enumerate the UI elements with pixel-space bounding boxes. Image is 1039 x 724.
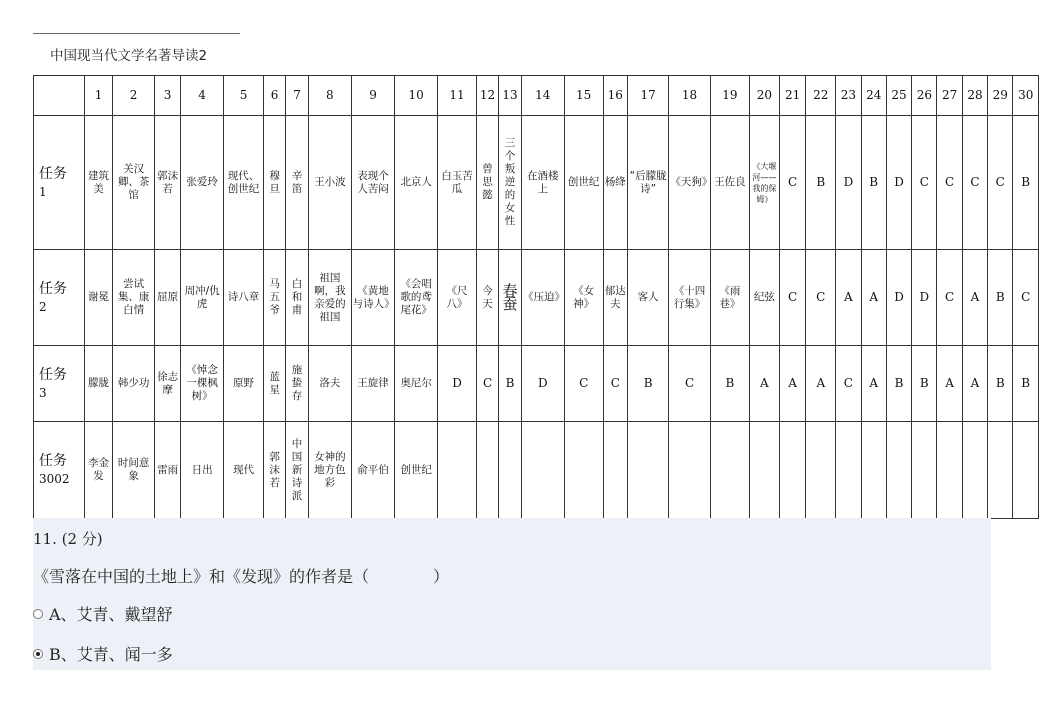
table-row [34,422,1039,519]
answer-cell: C [988,116,1013,250]
answer-cell: C [1013,250,1039,346]
answer-cell [627,422,668,519]
answer-cell: A [749,346,779,422]
answer-cell: 《压迫》 [522,250,565,346]
answer-cell: B [710,346,749,422]
answer-cell: 日出 [181,422,224,519]
answer-cell: 客人 [627,250,668,346]
task-label: 任务 [39,366,67,383]
answer-cell: A [836,250,861,346]
answer-cell: 穆旦 [264,116,286,250]
column-header-cell: 12 [477,76,499,116]
task-number: 3 [39,385,47,400]
answer-cell [962,422,987,519]
answer-cell: 奥尼尔 [395,346,438,422]
column-header-cell: 28 [962,76,987,116]
answer-cell: B [627,346,668,422]
answer-cell: 《女神》 [564,250,603,346]
answer-table [33,75,1039,519]
option-a[interactable] [33,602,173,625]
question-text: 《雪落在中国的土地上》和《发现》的作者是（ ） [33,567,450,586]
answer-cell: 纪弦 [749,250,779,346]
answer-cell: 郭沫若 [154,116,180,250]
answer-cell: 北京人 [395,116,438,250]
answer-cell: 白玉苦瓜 [437,116,476,250]
answer-cell [498,422,521,519]
answer-cell: D [522,346,565,422]
task-label-cell [34,422,85,519]
option-b[interactable] [33,642,173,665]
answer-cell: B [806,116,836,250]
answer-cell: 俞平伯 [351,422,395,519]
answer-cell: 王小波 [309,116,352,250]
answer-cell: B [498,346,521,422]
answer-cell [806,422,836,519]
answer-cell: B [1013,346,1039,422]
answer-cell: D [437,346,476,422]
answer-cell: B [886,346,911,422]
answer-cell: C [962,116,987,250]
answer-cell: 《会唱歌的鸢尾花》 [395,250,438,346]
answer-cell [477,422,499,519]
answer-cell: C [836,346,861,422]
column-header-cell: 27 [937,76,962,116]
answer-cell: 创世纪 [564,116,603,250]
column-header-cell: 26 [912,76,937,116]
answer-cell: 周冲/仇虎 [181,250,224,346]
answer-cell: 今天 [477,250,499,346]
column-header-cell: 8 [309,76,352,116]
column-header-cell: 29 [988,76,1013,116]
answer-cell [710,422,749,519]
answer-cell [886,422,911,519]
answer-cell: 蓝星 [264,346,286,422]
answer-cell [779,422,805,519]
answer-cell: C [937,250,962,346]
column-header-cell: 18 [669,76,710,116]
answer-cell: 白和甫 [286,250,309,346]
answer-cell: 屈原 [154,250,180,346]
answer-cell: B [988,250,1013,346]
column-header-cell: 3 [154,76,180,116]
table-row [34,116,1039,250]
task-label-cell [34,116,85,250]
answer-cell [912,422,937,519]
answer-cell: A [962,250,987,346]
answer-cell [937,422,962,519]
answer-cell: 现代、创世纪 [223,116,263,250]
column-header-cell: 11 [437,76,476,116]
answer-cell: 杨绛 [603,116,627,250]
column-header-cell: 1 [84,76,113,116]
answer-cell: 春蚕 [498,250,521,346]
table-row [34,346,1039,422]
option-a-label: A、艾青、戴望舒 [49,605,173,624]
answer-cell: C [912,116,937,250]
answer-cell: D [886,116,911,250]
answer-cell: 谢冕 [84,250,113,346]
answer-cell: 在酒楼上 [522,116,565,250]
answer-cell: 辛笛 [286,116,309,250]
column-header-cell: 23 [836,76,861,116]
task-label: 任务 [39,280,67,297]
answer-cell: 王旋律 [351,346,395,422]
answer-cell [988,422,1013,519]
option-b-label: B、艾青、闻一多 [49,645,173,664]
column-header-cell: 19 [710,76,749,116]
answer-cell [749,422,779,519]
answer-cell: “后朦胧诗” [627,116,668,250]
answer-cell: A [937,346,962,422]
answer-cell: 关汉卿、茶馆 [113,116,154,250]
answer-cell: A [806,346,836,422]
column-header-cell: 22 [806,76,836,116]
answer-cell: 《天狗》 [669,116,710,250]
column-header-cell: 9 [351,76,395,116]
answer-cell: 原野 [223,346,263,422]
radio-button-icon[interactable] [33,609,43,619]
column-header-cell: 6 [264,76,286,116]
answer-cell: 徐志摩 [154,346,180,422]
column-header-cell: 15 [564,76,603,116]
table-header-row [34,76,1039,116]
answer-cell: 《黄地与诗人》 [351,250,395,346]
column-header-cell: 16 [603,76,627,116]
answer-cell: 表现个人苦闷 [351,116,395,250]
answer-cell: 李金发 [84,422,113,519]
task-number: 1 [39,184,47,199]
answer-cell: D [836,116,861,250]
answer-cell: B [912,346,937,422]
answer-cell: C [603,346,627,422]
answer-cell: 《大堰河——我的保姆》 [749,116,779,250]
answer-cell: B [1013,116,1039,250]
answer-cell: 郁达夫 [603,250,627,346]
answer-cell: 中国新诗派 [286,422,309,519]
question-number: 11. (2 分) [33,530,103,548]
answer-cell: C [806,250,836,346]
answer-cell [1013,422,1039,519]
answer-cell: 建筑美 [84,116,113,250]
column-header-cell: 20 [749,76,779,116]
answer-cell: 女神的地方色彩 [309,422,352,519]
answer-cell: B [861,116,886,250]
answer-cell: 创世纪 [395,422,438,519]
top-rule [33,33,240,34]
column-header-cell: 14 [522,76,565,116]
task-number: 2 [39,299,47,314]
answer-cell: D [886,250,911,346]
answer-cell: 《尺八》 [437,250,476,346]
answer-cell: 《十四行集》 [669,250,710,346]
answer-cell: 施蛰存 [286,346,309,422]
answer-cell: A [861,250,886,346]
column-header-cell: 30 [1013,76,1039,116]
radio-button-icon[interactable] [33,649,43,659]
answer-cell [669,422,710,519]
column-header-cell: 24 [861,76,886,116]
question-panel [33,518,991,670]
answer-cell: 时间意象 [113,422,154,519]
document-title: 中国现当代文学名著导读2 [50,48,208,64]
answer-cell [861,422,886,519]
answer-cell [437,422,476,519]
column-header-cell: 5 [223,76,263,116]
answer-cell: A [779,346,805,422]
header-corner-cell [34,76,85,116]
answer-cell: C [779,250,805,346]
task-number: 3002 [39,472,70,486]
answer-cell: 张爱玲 [181,116,224,250]
answer-cell: 现代 [223,422,263,519]
answer-cell: 雷雨 [154,422,180,519]
column-header-cell: 10 [395,76,438,116]
answer-cell: 诗八章 [223,250,263,346]
column-header-cell: 7 [286,76,309,116]
answer-cell: 朦胧 [84,346,113,422]
answer-cell: C [564,346,603,422]
task-label-cell [34,250,85,346]
answer-cell: 洛夫 [309,346,352,422]
answer-cell: C [477,346,499,422]
answer-cell: A [962,346,987,422]
column-header-cell: 4 [181,76,224,116]
answer-cell: 尝试集、康白情 [113,250,154,346]
answer-cell: C [779,116,805,250]
answer-cell: B [988,346,1013,422]
answer-cell [836,422,861,519]
answer-cell: 王佐良 [710,116,749,250]
answer-cell: 马五爷 [264,250,286,346]
answer-cell: D [912,250,937,346]
answer-cell: 祖国啊，我亲爱的祖国 [309,250,352,346]
answer-cell: 郭沫若 [264,422,286,519]
column-header-cell: 21 [779,76,805,116]
answer-cell [603,422,627,519]
answer-cell: C [669,346,710,422]
answer-cell: A [861,346,886,422]
answer-cell: 三个叛逆的女性 [498,116,521,250]
answer-cell: 曾思懿 [477,116,499,250]
column-header-cell: 17 [627,76,668,116]
answer-cell: 《悼念一棵枫树》 [181,346,224,422]
task-label-cell [34,346,85,422]
task-label: 任务 [39,165,67,182]
task-label: 任务 [39,453,67,469]
table-row [34,250,1039,346]
answer-cell: 《雨巷》 [710,250,749,346]
column-header-cell: 2 [113,76,154,116]
answer-cell [564,422,603,519]
column-header-cell: 25 [886,76,911,116]
column-header-cell: 13 [498,76,521,116]
answer-cell: 韩少功 [113,346,154,422]
answer-cell [522,422,565,519]
answer-cell: C [937,116,962,250]
